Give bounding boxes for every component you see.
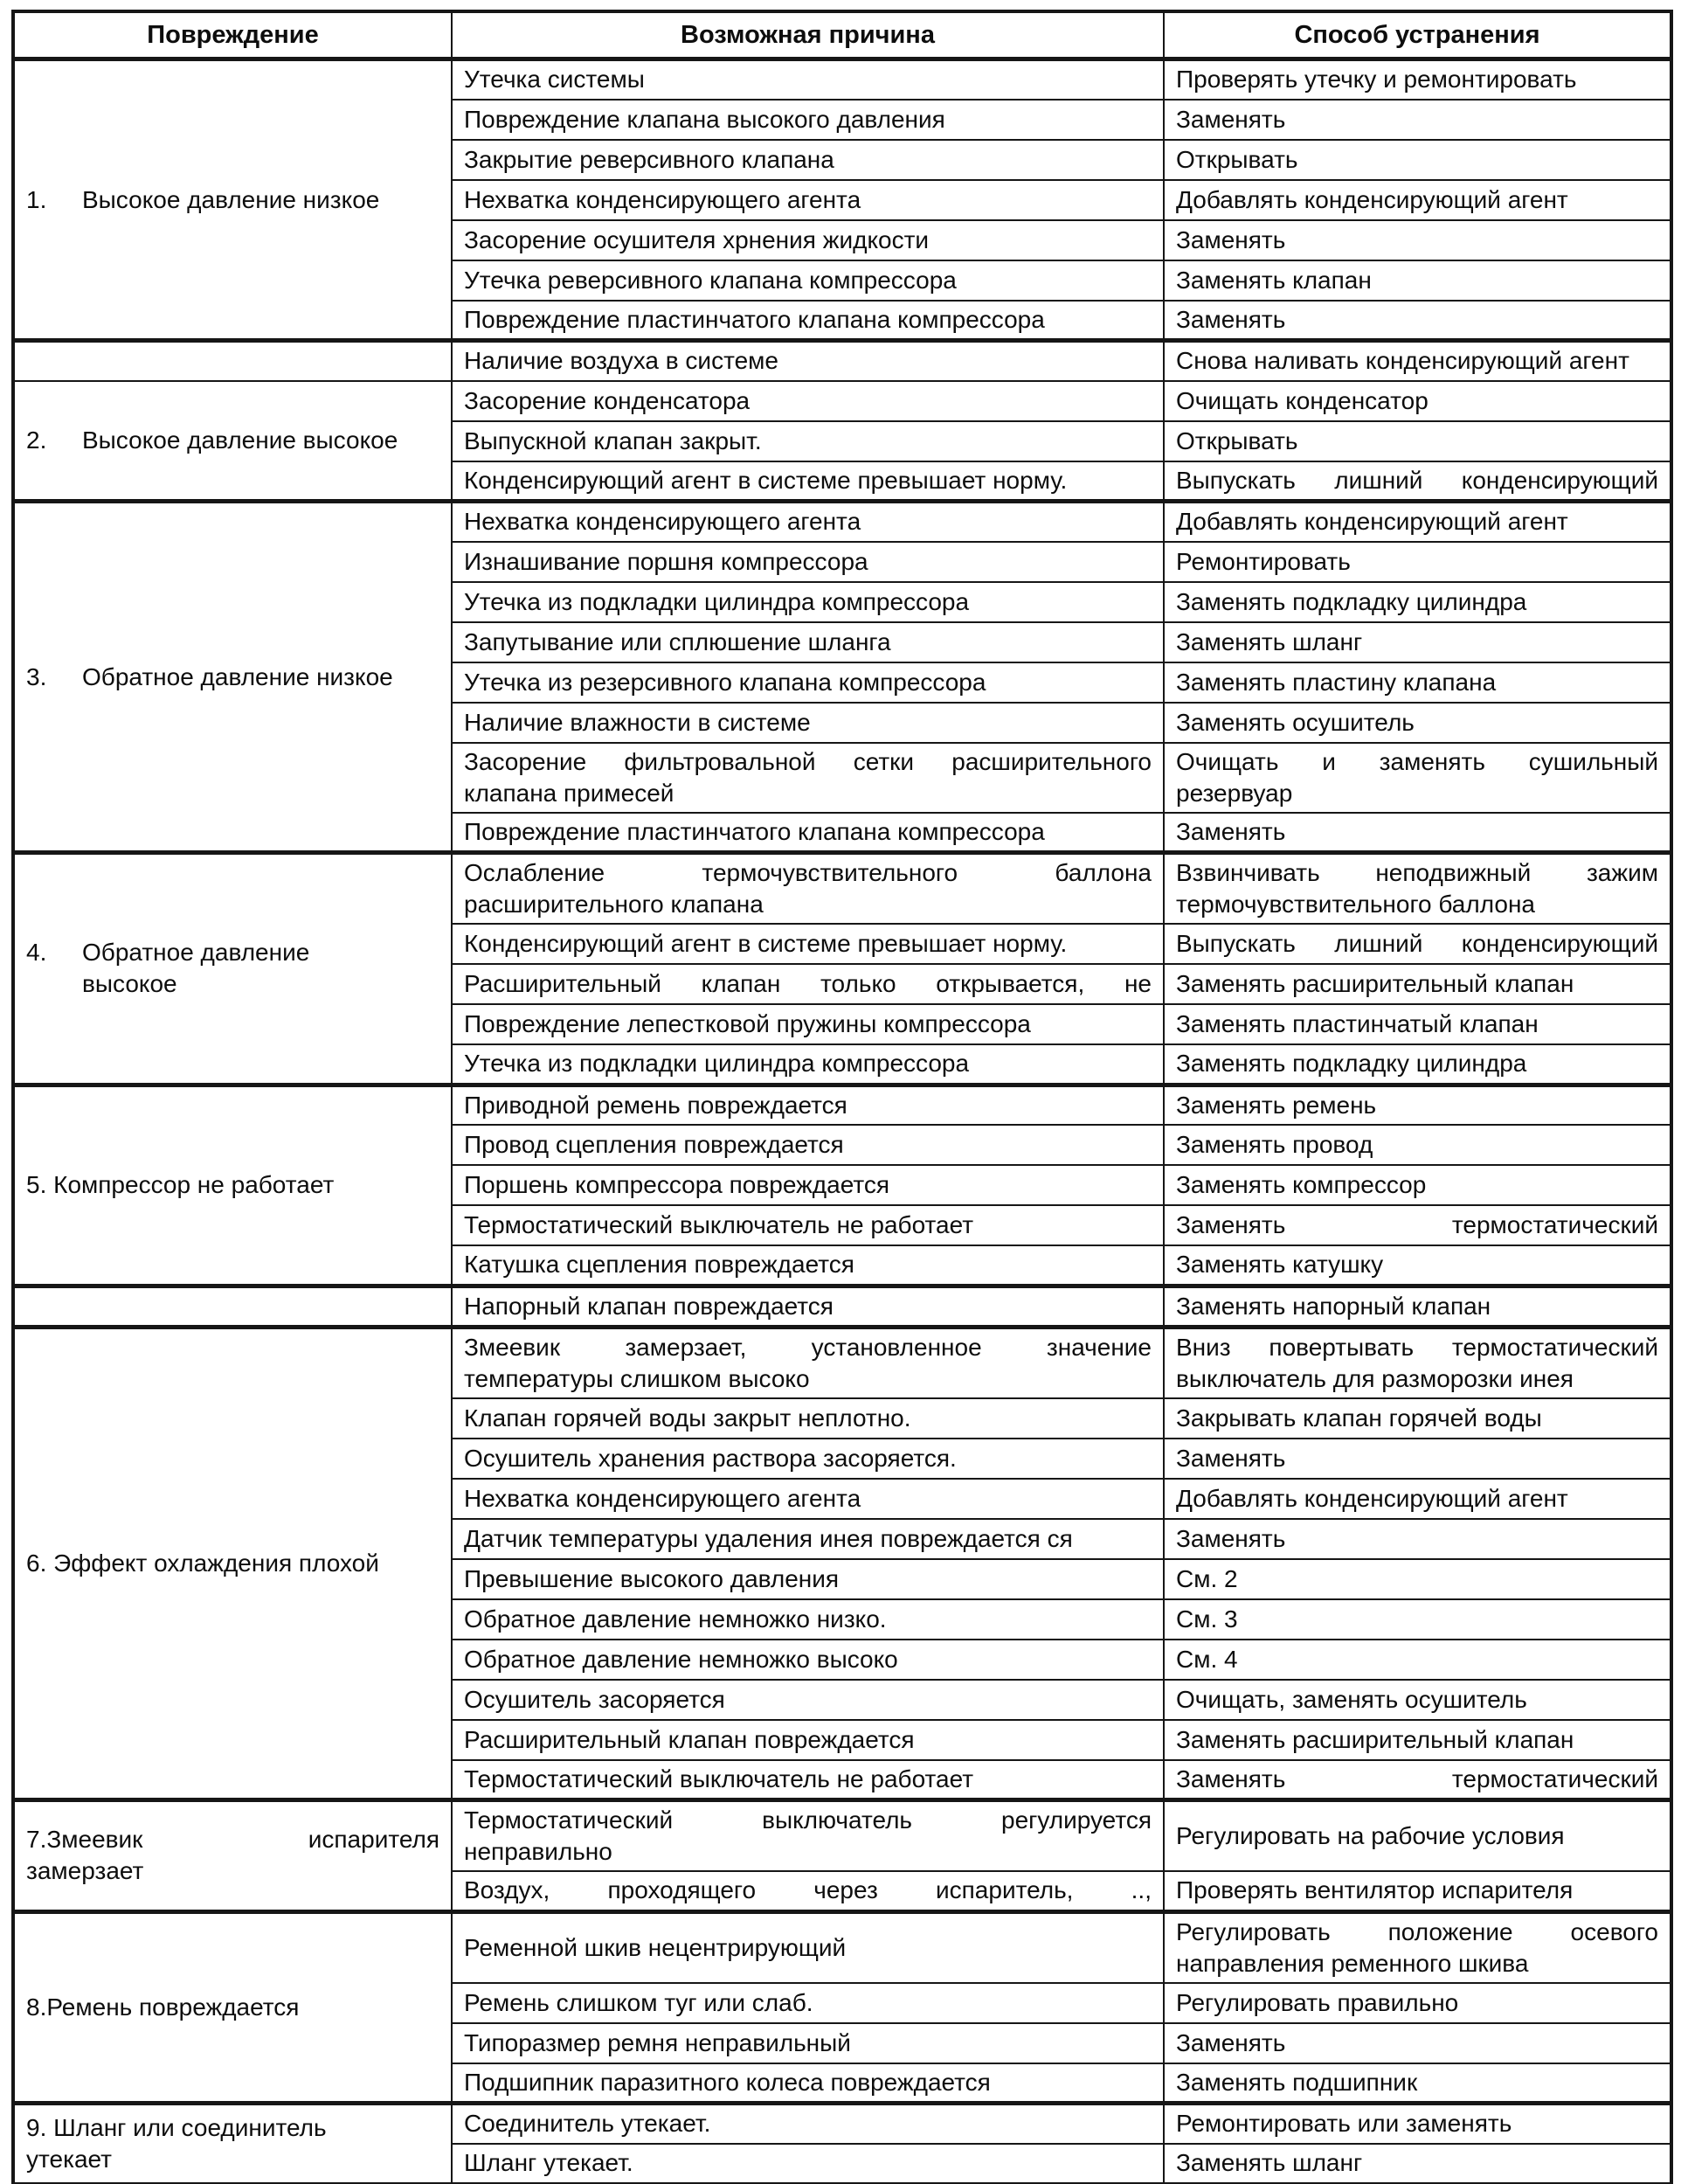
- fix-cell: [1164, 1085, 1671, 1125]
- cause-cell: [452, 1125, 1164, 1165]
- fix-text: Проверять вентилятор испарителя: [1176, 1876, 1574, 1904]
- table-row: [13, 381, 1671, 421]
- fix-cell: [1164, 1640, 1671, 1680]
- cause-text: Обратное давление немножко высоко: [464, 1645, 898, 1673]
- cause-text: Термостатический выключатель не работает: [464, 1211, 974, 1238]
- cause-text: Нехватка конденсирующего агента: [464, 508, 861, 536]
- cause-cell: [452, 1085, 1164, 1125]
- cause-cell: [452, 1720, 1164, 1760]
- fix-cell: [1164, 2063, 1671, 2104]
- fault-label-line2: высокое: [82, 970, 177, 998]
- cause-text: Воздух, проходящего через испаритель, ..,: [464, 1876, 1152, 1904]
- fault-label-line: [26, 1824, 439, 1855]
- cause-cell: [452, 1245, 1164, 1286]
- fault-number: 4.: [26, 939, 47, 967]
- fix-text: Заменять термостатический: [1176, 1211, 1658, 1238]
- troubleshooting-table: [11, 10, 1673, 2184]
- fault-label: 5. Компрессор не работает: [26, 1171, 335, 1198]
- cause-cell: [452, 461, 1164, 502]
- cause-cell: [452, 1519, 1164, 1559]
- cause-text: Засорение фильтровальной сетки расширительного: [464, 747, 1152, 775]
- fault-cell: [13, 502, 452, 853]
- cause-cell: [452, 502, 1164, 542]
- table-row: [13, 2104, 1671, 2144]
- fix-text: Заменять: [1176, 105, 1286, 133]
- cause-text: Выпускной клапан закрыт.: [464, 426, 762, 454]
- cause-cell: [452, 622, 1164, 662]
- fix-cell: [1164, 1004, 1671, 1044]
- cause-text: Осушитель засоряется: [464, 1685, 725, 1713]
- fix-cell: [1164, 1720, 1671, 1760]
- fault-cell: [13, 59, 452, 341]
- cause-cell: [452, 1760, 1164, 1800]
- cause-cell: [452, 1286, 1164, 1327]
- fix-text: Заменять расширительный клапан: [1176, 970, 1574, 997]
- fix-cell: [1164, 1800, 1671, 1872]
- cause-text: Осушитель хранения раствора засоряется.: [464, 1444, 957, 1472]
- fix-cell: [1164, 853, 1671, 925]
- fix-cell: [1164, 220, 1671, 260]
- header-row: [13, 11, 1671, 59]
- cause-cell: [452, 1044, 1164, 1085]
- cause-text: Утечка из подкладки цилиндра компрессора: [464, 1050, 970, 1078]
- fix-cell: [1164, 260, 1671, 301]
- cause-cell: [452, 1327, 1164, 1398]
- fix-text: Взвинчивать неподвижный зажим: [1176, 859, 1658, 886]
- cause-text: Засорение конденсатора: [464, 386, 751, 414]
- fix-cell: [1164, 1398, 1671, 1439]
- fix-cell: [1164, 1519, 1671, 1559]
- fault-label-line: [26, 184, 439, 216]
- cause-cell: [452, 1439, 1164, 1479]
- fix-text: Заменять катушку: [1176, 1251, 1384, 1279]
- fix-text: Добавлять конденсирующий агент: [1176, 185, 1568, 213]
- fault-label-line2: утекает: [26, 2145, 112, 2173]
- cause-cell: [452, 100, 1164, 140]
- cause-cell: [452, 1559, 1164, 1599]
- fix-cell: [1164, 2023, 1671, 2063]
- fix-text: Заменять: [1176, 1444, 1286, 1472]
- fix-cell: [1164, 180, 1671, 220]
- fix-text: Заменять: [1176, 2028, 1286, 2056]
- fix-text: Заменять клапан: [1176, 266, 1372, 294]
- cause-text: Повреждение пластинчатого клапана компрессора: [464, 817, 1045, 845]
- table-body: [13, 59, 1671, 2184]
- fix-cell: [1164, 1983, 1671, 2023]
- fix-text: Заменять ремень: [1176, 1091, 1377, 1119]
- cause-cell: [452, 1479, 1164, 1519]
- cause-cell: [452, 59, 1164, 100]
- fix-text: Добавлять конденсирующий агент: [1176, 1484, 1568, 1512]
- fix-cell: [1164, 100, 1671, 140]
- cause-cell: [452, 301, 1164, 341]
- fix-text: Заменять пластинчатый клапан: [1176, 1010, 1539, 1037]
- fault-cell: [13, 2104, 452, 2184]
- cause-text: Типоразмер ремня неправильный: [464, 2028, 851, 2056]
- cause-text: Наличие влажности в системе: [464, 708, 811, 736]
- fault-label-line: [26, 662, 439, 693]
- cause-text: Изнашивание поршня компрессора: [464, 547, 868, 575]
- fix-text: Регулировать правильно: [1176, 1988, 1459, 2016]
- cause-text-line2: температуры слишком высоко: [464, 1364, 810, 1392]
- table-row: [13, 853, 1671, 925]
- fix-cell: [1164, 1327, 1671, 1398]
- fix-cell: [1164, 542, 1671, 582]
- header-cell-cause: Возможная причина: [452, 11, 1164, 59]
- fault-cell: [13, 1800, 452, 1912]
- cause-cell: [452, 2063, 1164, 2104]
- fix-cell: [1164, 301, 1671, 341]
- fault-label: Обратное давление: [82, 939, 310, 967]
- fix-cell: [1164, 381, 1671, 421]
- fix-text: Регулировать положение осевого: [1176, 1917, 1658, 1945]
- fix-cell: [1164, 964, 1671, 1004]
- fix-text: Заменять расширительный клапан: [1176, 1725, 1574, 1753]
- cause-cell: [452, 220, 1164, 260]
- cause-text: Расширительный клапан повреждается: [464, 1725, 915, 1753]
- table-row: [13, 1327, 1671, 1398]
- fix-text: Заменять: [1176, 305, 1286, 333]
- cause-cell: [452, 1640, 1164, 1680]
- fix-text: См. 3: [1176, 1605, 1238, 1633]
- fix-cell: [1164, 1205, 1671, 1245]
- cause-cell: [452, 662, 1164, 703]
- fault-label-line: [26, 425, 439, 456]
- cause-text: Датчик температуры удаления инея повреждается ся: [464, 1524, 1073, 1552]
- fault-cell: [13, 1911, 452, 2104]
- cause-cell: [452, 1004, 1164, 1044]
- fix-cell: [1164, 1286, 1671, 1327]
- fault-label-line: [26, 1169, 439, 1201]
- cause-text: Клапан горячей воды закрыт неплотно.: [464, 1404, 911, 1432]
- fault-label: 7.Змеевик испарителя: [26, 1826, 439, 1854]
- cause-cell: [452, 2144, 1164, 2184]
- cause-text: Конденсирующий агент в системе превышает норму.: [464, 930, 1068, 957]
- cause-text: Конденсирующий агент в системе превышает норму.: [464, 466, 1068, 494]
- fix-text: Заменять осушитель: [1176, 708, 1415, 736]
- cause-text: Утечка из подкладки цилиндра компрессора: [464, 587, 970, 615]
- cause-text: Повреждение клапана высокого давления: [464, 105, 945, 133]
- cause-text-line2: неправильно: [464, 1838, 612, 1865]
- cause-cell: [452, 1165, 1164, 1205]
- fix-cell: [1164, 743, 1671, 813]
- fix-text: Закрывать клапан горячей воды: [1176, 1404, 1542, 1432]
- cause-text: Нехватка конденсирующего агента: [464, 185, 861, 213]
- cause-cell: [452, 381, 1164, 421]
- cause-cell: [452, 1205, 1164, 1245]
- cause-text: Ремень слишком туг или слаб.: [464, 1988, 813, 2016]
- fix-text: См. 2: [1176, 1564, 1238, 1592]
- fix-cell: [1164, 703, 1671, 743]
- cause-text: Превышение высокого давления: [464, 1564, 840, 1592]
- fix-cell: [1164, 461, 1671, 502]
- fix-text: Заменять шланг: [1176, 2149, 1363, 2176]
- cause-cell: [452, 924, 1164, 964]
- fix-cell: [1164, 1245, 1671, 1286]
- cause-text: Засорение осушителя хрнения жидкости: [464, 225, 930, 253]
- table-row: [13, 1085, 1671, 1125]
- fault-cell: [13, 1286, 452, 1327]
- fix-cell: [1164, 502, 1671, 542]
- cause-cell: [452, 421, 1164, 461]
- fault-number: 2.: [26, 426, 47, 454]
- cause-text: Ослабление термочувствительного баллона: [464, 859, 1152, 886]
- fault-label: Высокое давление низкое: [82, 185, 380, 213]
- fix-cell: [1164, 1125, 1671, 1165]
- fix-text: Заменять: [1176, 1524, 1286, 1552]
- cause-text: Приводной ремень повреждается: [464, 1091, 847, 1119]
- fix-text-line2: резервуар: [1176, 779, 1293, 807]
- cause-text: Наличие воздуха в системе: [464, 347, 778, 375]
- fix-cell: [1164, 582, 1671, 622]
- fix-cell: [1164, 1760, 1671, 1800]
- fault-cell-empty: [13, 341, 452, 381]
- cause-text: Змеевик замерзает, установленное значение: [464, 1333, 1152, 1361]
- table-row: [13, 341, 1671, 381]
- cause-cell: [452, 542, 1164, 582]
- cause-cell: [452, 853, 1164, 925]
- fix-text: Ремонтировать: [1176, 547, 1351, 575]
- cause-cell: [452, 341, 1164, 381]
- fix-cell: [1164, 1559, 1671, 1599]
- fix-cell: [1164, 1911, 1671, 1983]
- fix-text-line2: термочувствительного баллона: [1176, 891, 1535, 918]
- cause-text: Термостатический выключатель не работает: [464, 1765, 974, 1792]
- fault-number: 3.: [26, 662, 47, 690]
- fix-text: Очищать конденсатор: [1176, 386, 1429, 414]
- fix-cell: [1164, 622, 1671, 662]
- cause-cell: [452, 2023, 1164, 2063]
- fix-text: Заменять подшипник: [1176, 2068, 1418, 2096]
- fault-label: 8.Ремень повреждается: [26, 1993, 300, 2021]
- cause-text: Поршень компрессора повреждается: [464, 1171, 890, 1198]
- fix-text: Очищать, заменять осушитель: [1176, 1685, 1527, 1713]
- fix-cell: [1164, 421, 1671, 461]
- cause-text: Расширительный клапан только открывается, не: [464, 970, 1152, 997]
- table-row: [13, 1286, 1671, 1327]
- fix-text: Заменять провод: [1176, 1131, 1373, 1158]
- fault-label-line: [26, 937, 439, 968]
- header-cell-damage: Повреждение: [13, 11, 452, 59]
- cause-text: Обратное давление немножко низко.: [464, 1605, 887, 1633]
- cause-cell: [452, 1983, 1164, 2023]
- fix-text: См. 4: [1176, 1645, 1238, 1673]
- fault-number: 1.: [26, 185, 47, 213]
- cause-cell: [452, 1871, 1164, 1911]
- fix-cell: [1164, 813, 1671, 853]
- cause-cell: [452, 1599, 1164, 1640]
- fix-text: Заменять подкладку цилиндра: [1176, 587, 1527, 615]
- fix-text: Заменять: [1176, 817, 1286, 845]
- fix-cell: [1164, 1439, 1671, 1479]
- cause-text: Утечка реверсивного клапана компрессора: [464, 266, 957, 294]
- fix-text: Заменять шланг: [1176, 627, 1363, 655]
- fault-cell: [13, 1085, 452, 1286]
- fault-cell: [13, 853, 452, 1085]
- fix-cell: [1164, 1165, 1671, 1205]
- cause-cell: [452, 1911, 1164, 1983]
- cause-cell: [452, 743, 1164, 813]
- table-row: [13, 1911, 1671, 1983]
- cause-cell: [452, 703, 1164, 743]
- cause-text: Подшипник паразитного колеса повреждается: [464, 2068, 991, 2096]
- cause-text: Соединитель утекает.: [464, 2110, 711, 2138]
- fix-text: Снова наливать конденсирующий агент: [1176, 347, 1629, 375]
- fix-text: Ремонтировать или заменять: [1176, 2110, 1512, 2138]
- cause-text: Напорный клапан повреждается: [464, 1292, 834, 1320]
- fault-label: Высокое давление высокое: [82, 426, 398, 454]
- cause-cell: [452, 2104, 1164, 2144]
- fix-text: Заменять пластину клапана: [1176, 668, 1497, 696]
- table-row: [13, 502, 1671, 542]
- fault-label-line2: замерзает: [26, 1857, 144, 1885]
- fix-text: Заменять компрессор: [1176, 1171, 1427, 1198]
- fault-label-line: [26, 1992, 439, 2023]
- fix-text: Очищать и заменять сушильный: [1176, 747, 1658, 775]
- cause-cell: [452, 260, 1164, 301]
- cause-text: Утечка из резерсивного клапана компрессора: [464, 668, 986, 696]
- fix-cell: [1164, 140, 1671, 180]
- fix-cell: [1164, 1479, 1671, 1519]
- fix-text: Заменять подкладку цилиндра: [1176, 1050, 1527, 1078]
- cause-text: Нехватка конденсирующего агента: [464, 1484, 861, 1512]
- fault-label: Обратное давление низкое: [82, 662, 393, 690]
- cause-cell: [452, 813, 1164, 853]
- cause-text: Катушка сцепления повреждается: [464, 1251, 854, 1279]
- cause-text: Провод сцепления повреждается: [464, 1131, 844, 1158]
- fix-text: Добавлять конденсирующий агент: [1176, 508, 1568, 536]
- fix-text: Заменять напорный клапан: [1176, 1292, 1491, 1320]
- cause-cell: [452, 1680, 1164, 1720]
- cause-cell: [452, 180, 1164, 220]
- fix-text: Проверять утечку и ремонтировать: [1176, 66, 1577, 94]
- cause-text: Утечка системы: [464, 66, 645, 94]
- cause-text: Запутывание или сплюшение шланга: [464, 627, 891, 655]
- cause-text: Повреждение пластинчатого клапана компрессора: [464, 305, 1045, 333]
- cause-cell: [452, 140, 1164, 180]
- fault-label-line: [26, 1548, 439, 1579]
- cause-cell: [452, 1800, 1164, 1872]
- cause-text: Шланг утекает.: [464, 2149, 633, 2176]
- table-row: [13, 59, 1671, 100]
- fault-cell: [13, 381, 452, 502]
- cause-cell: [452, 1398, 1164, 1439]
- cause-cell: [452, 964, 1164, 1004]
- cause-text: Термостатический выключатель регулируется: [464, 1806, 1152, 1834]
- cause-text: Ременной шкив нецентрирующий: [464, 1933, 847, 1961]
- fix-cell: [1164, 924, 1671, 964]
- fix-text-line2: направления ременного шкива: [1176, 1949, 1529, 1977]
- fix-cell: [1164, 2104, 1671, 2144]
- fix-text: Заменять термостатический: [1176, 1765, 1658, 1792]
- cause-text: Повреждение лепестковой пружины компрессора: [464, 1010, 1031, 1037]
- fault-label: 9. Шланг или соединитель: [26, 2113, 327, 2141]
- cause-text-line2: расширительного клапана: [464, 891, 764, 918]
- fault-cell: [13, 1327, 452, 1800]
- fault-label: 6. Эффект охлаждения плохой: [26, 1549, 379, 1577]
- fix-text: Открывать: [1176, 426, 1298, 454]
- cause-cell: [452, 582, 1164, 622]
- fix-text: Выпускать лишний конденсирующий: [1176, 466, 1658, 494]
- fault-label-line: [26, 2112, 439, 2144]
- fix-cell: [1164, 1871, 1671, 1911]
- fix-text: Вниз повертывать термостатический: [1176, 1333, 1658, 1361]
- table-row: [13, 1800, 1671, 1872]
- fix-text: Регулировать на рабочие условия: [1176, 1822, 1565, 1849]
- fix-cell: [1164, 1599, 1671, 1640]
- fix-cell: [1164, 59, 1671, 100]
- fix-cell: [1164, 1680, 1671, 1720]
- fix-text: Открывать: [1176, 145, 1298, 173]
- fix-text-line2: выключатель для разморозки инея: [1176, 1364, 1574, 1392]
- table-header: [13, 11, 1671, 59]
- fix-cell: [1164, 2144, 1671, 2184]
- fix-cell: [1164, 341, 1671, 381]
- fix-cell: [1164, 1044, 1671, 1085]
- fix-cell: [1164, 662, 1671, 703]
- cause-text-line2: клапана примесей: [464, 779, 674, 807]
- fix-text: Выпускать лишний конденсирующий: [1176, 930, 1658, 957]
- cause-text: Закрытие реверсивного клапана: [464, 145, 834, 173]
- fix-text: Заменять: [1176, 225, 1286, 253]
- header-cell-remedy: Способ устранения: [1164, 11, 1671, 59]
